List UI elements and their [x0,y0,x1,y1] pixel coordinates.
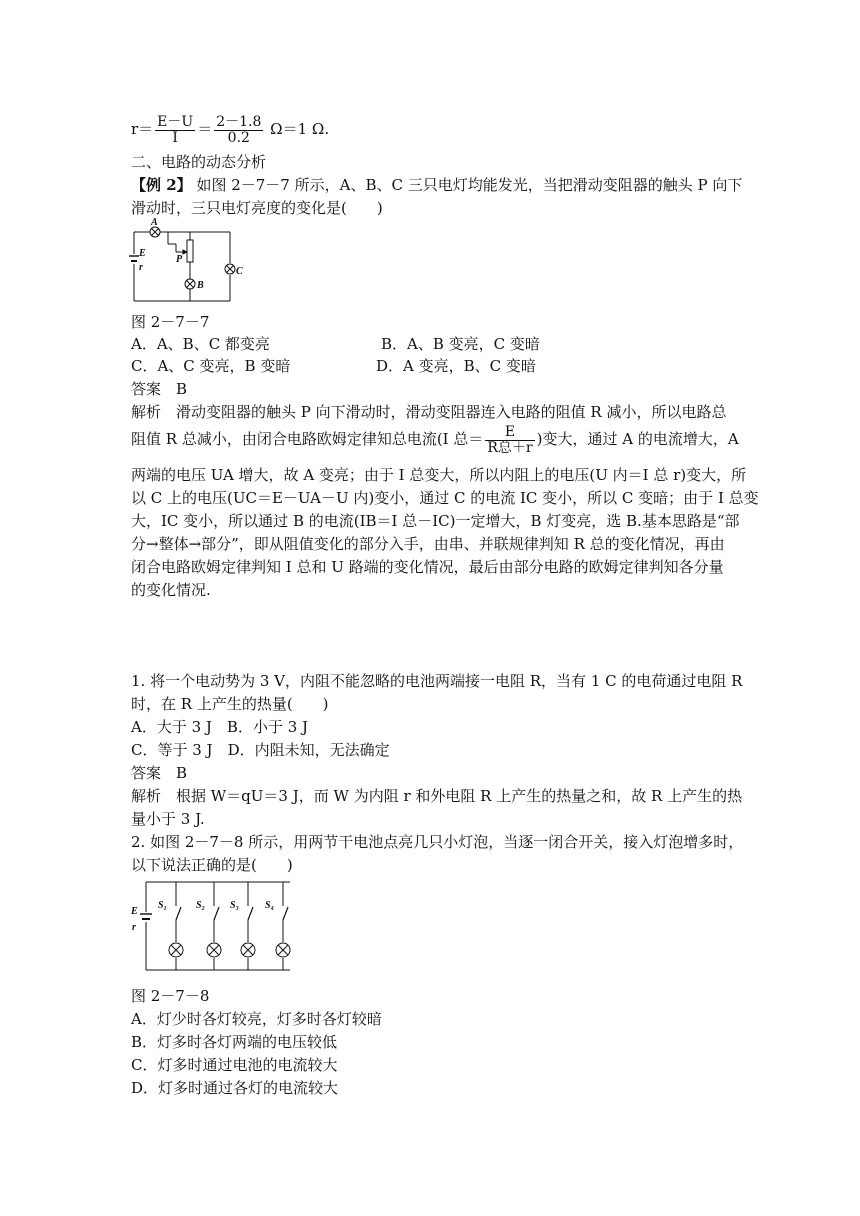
label-e: E [139,248,146,259]
question-2-option-c: C．灯多时通过电池的电流较大 [131,1056,338,1074]
fraction-current-num: E [485,425,534,441]
example-2-explanation-1: 解析 滑动变阻器的触头 P 向下滑动时，滑动变阻器连入电路的阻值 R 减小，所以电路总 [131,403,727,421]
label-s2: S₂ [196,900,206,911]
example-2-explanation-8: 的变化情况. [131,581,211,599]
question-2-option-d: D．灯多时通过各灯的电流较大 [131,1079,339,1097]
example-2-explanation-2 [131,422,739,456]
formula-eq: ＝ [197,120,213,138]
fraction-1 [155,115,195,146]
question-2-line-1: 2. 如图 2－7－8 所示，用两节干电池点亮几只小灯泡，当逐一闭合开关，接入灯泡增多时， [131,833,744,851]
example-2-explanation-3: 两端的电压 UA 增大，故 A 变亮；由于 I 总变大，所以内阻上的电压(U 内＝I 总 r)变大，所 [131,466,747,484]
option-d: D．A 变亮，B、C 变暗 [376,357,536,375]
switch-s3-icon [248,907,253,920]
lamp-a-icon [150,227,160,237]
example-2-answer: 答案 B [131,380,188,398]
question-1-answer: 答案 B [131,764,188,782]
switch-s4-icon [283,907,288,920]
label-s3: S₃ [230,900,240,911]
fraction-current-den: R总＋r [487,439,533,456]
question-1-options-cd: C．等于 3 J D．内阻未知，无法确定 [131,741,390,759]
question-2-line-2: 以下说法正确的是( ) [131,856,293,874]
lamp-3-icon [241,943,255,957]
circuit-figure-2-7-7 [128,217,243,306]
label-a: A [151,217,158,228]
question-1-explanation-1: 解析 根据 W＝qU＝3 J，而 W 为内阻 r 和外电阻 R 上产生的热量之和，故 R 上产生的热 [131,787,743,805]
example-2-explanation-5: 大，IC 变小，所以通过 B 的电流(IB＝I 总－IC)一定增大，B 灯变亮，选 B.基本思路是“部 [131,512,740,530]
switch-s2-icon [214,907,219,920]
explanation-2-part-b: )变大，通过 A 的电流增大，A [536,430,739,448]
fraction-current [485,425,534,456]
example-2-text-1: 如图 2－7－7 所示，A、B、C 三只电灯均能发光，当把滑动变阻器的触头 P 向下 [191,176,743,194]
switch-s1-icon [176,907,181,920]
label-s1: S₁ [158,900,168,911]
question-2-option-b: B．灯多时各灯两端的电压较低 [131,1033,338,1051]
example-2-explanation-4: 以 C 上的电压(UC＝E－UA－U 内)变小，通过 C 的电流 IC 变小，所以 C 变暗；由于 I 总变 [131,489,759,507]
fraction-1-den: I [172,129,178,146]
label-e2: E [131,906,138,917]
example-2-options-ab [131,333,540,355]
question-1-options-ab: A．大于 3 J B．小于 3 J [131,718,309,736]
circuit-figure-2-7-8 [128,876,298,976]
label-r: r [139,262,143,273]
example-2-options-cd [131,355,536,377]
example-2-line-1 [131,174,742,196]
lamp-c-icon [225,264,235,274]
question-2-option-a: A．灯少时各灯较亮，灯多时各灯较暗 [131,1010,382,1028]
lamp-4-icon [276,943,290,957]
question-1-line-1: 1. 将一个电动势为 3 V，内阻不能忽略的电池两端接一电阻 R，当有 1 C 的电荷通过电阻 R [131,672,743,690]
formula-rhs: Ω＝1 Ω. [265,120,330,138]
example-2-explanation-6: 分→整体→部分”，即从阻值变化的部分入手，由串、并联规律判知 R 总的变化情况，再由 [131,535,725,553]
lamp-2-icon [207,943,221,957]
formula-lhs: r＝ [131,120,154,138]
example-2-explanation-7: 闭合电路欧姆定律判知 I 总和 U 路端的变化情况，最后由部分电路的欧姆定律判知各分量 [131,558,724,576]
label-c: C [236,266,243,277]
option-b: B．A、B 变亮，C 变暗 [381,335,540,353]
section-title: 二、电路的动态分析 [131,153,267,171]
label-b: B [197,280,204,291]
fraction-2 [214,115,263,146]
label-p: P [176,254,183,265]
fraction-1-num: E－U [157,113,194,130]
label-r2: r [132,922,136,933]
question-1-line-2: 时，在 R 上产生的热量( ) [131,695,329,713]
formula-r [131,112,329,146]
label-s4: S₄ [265,900,275,911]
option-a: A．A、B、C 都变亮 [131,335,270,353]
question-1-explanation-2: 量小于 3 J. [131,810,205,828]
fraction-2-num: 2－1.8 [216,113,262,130]
example-2-line-2: 滑动时，三只电灯亮度的变化是( ) [131,199,383,217]
rheostat-icon [187,240,193,262]
explanation-2-part-a: 阻值 R 总减小，由闭合电路欧姆定律知总电流(I 总＝ [131,430,484,448]
figure-caption-2-7-7: 图 2－7－7 [131,313,210,331]
example-tag: 【例 2】 [131,176,192,194]
lamp-b-icon [185,279,195,289]
fraction-2-den: 0.2 [227,129,250,146]
option-c: C．A、C 变亮，B 变暗 [131,357,291,375]
figure-caption-2-7-8: 图 2－7－8 [131,987,210,1005]
lamp-1-icon [169,943,183,957]
